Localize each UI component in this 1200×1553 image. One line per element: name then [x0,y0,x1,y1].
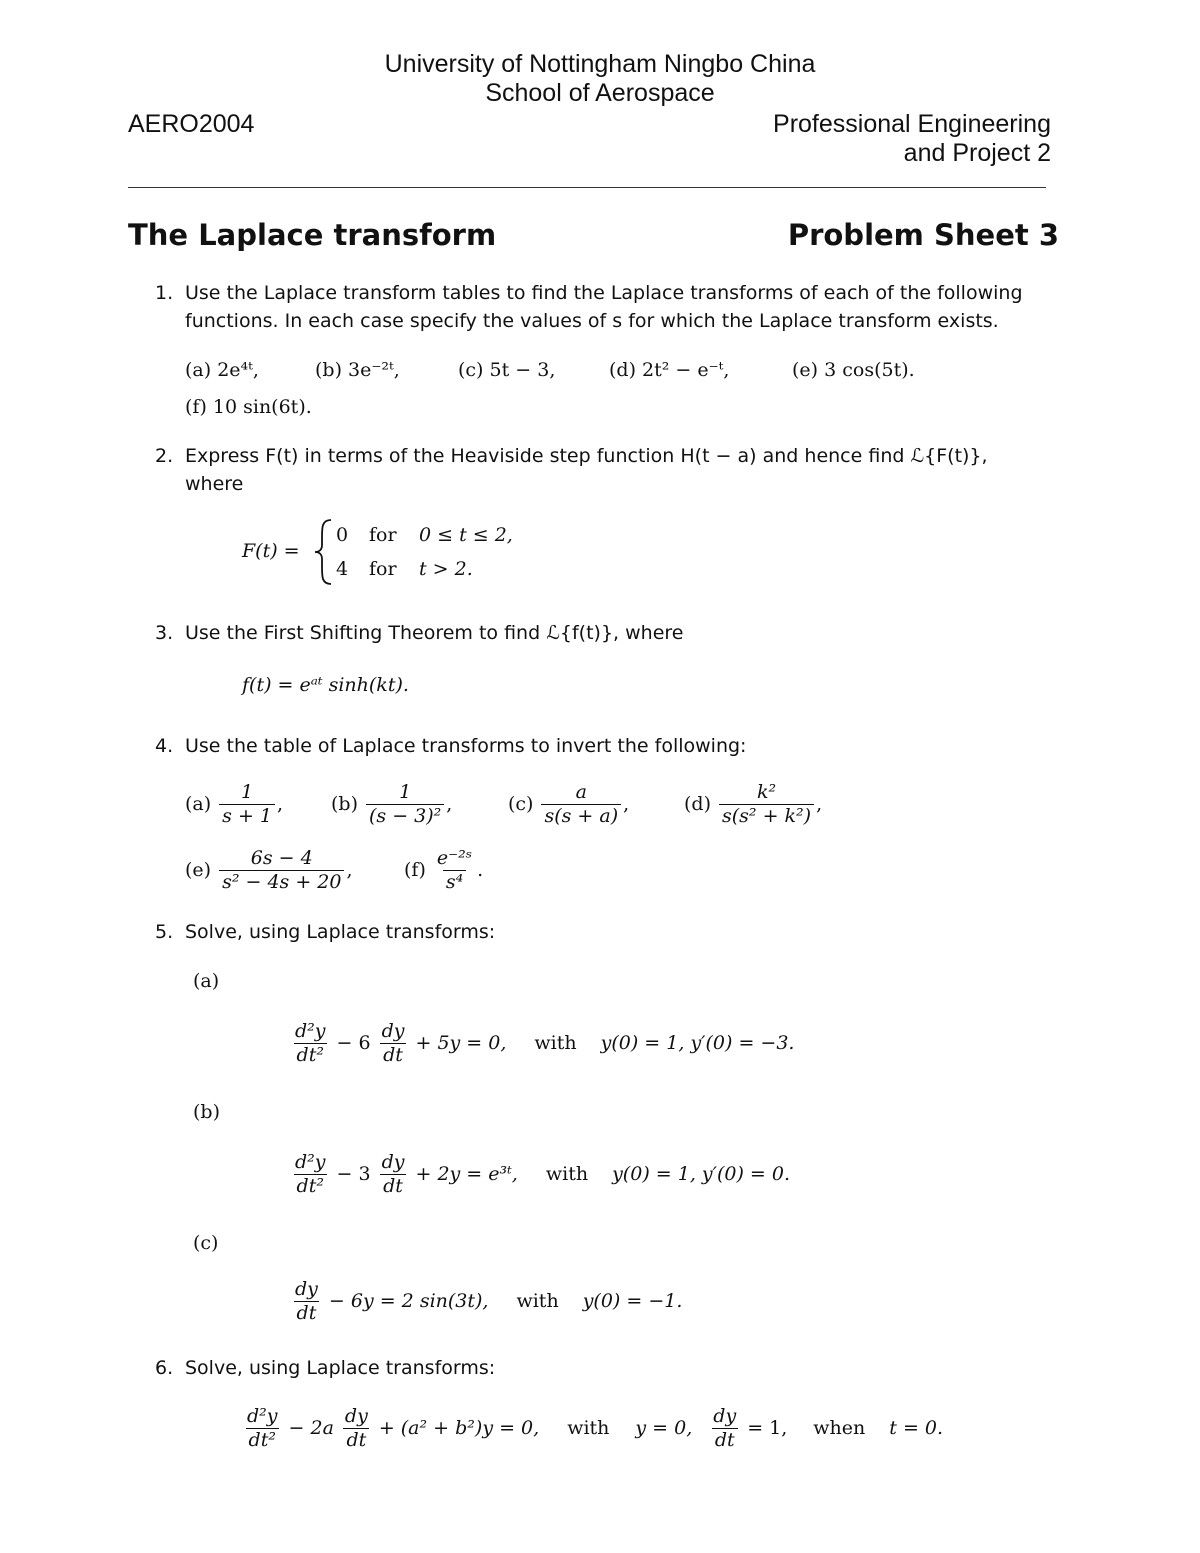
q6-middle-term: − 2a [288,1417,334,1440]
q4-f-numerator: e⁻²ˢ [436,847,473,869]
q1-text-line1: Use the Laplace transform tables to find the Laplace transforms of each of the following [185,282,1023,304]
q1-part-a: (a) 2e⁴ᵗ, [185,359,259,381]
q4-number: 4. [155,735,174,757]
q4-f-label: (f) [404,859,426,882]
q4-a-fraction [219,781,275,828]
q5-c-dt: dt [294,1301,320,1325]
q5-b-dy-dt [379,1151,408,1198]
q5-b-dt: dt [380,1174,406,1198]
q2-case1-condition: 0 ≤ t ≤ 2, [419,524,513,546]
q6-dt2: dt² [246,1428,279,1452]
q6-dy-dt [342,1405,371,1452]
q5-a-coefficient: − 6 [336,1032,371,1055]
q4-c-fraction [541,781,621,828]
q6-initial-value: y = 0, [635,1417,693,1440]
q4-c-comma: , [623,793,630,816]
q4-b-denominator: (s − 3)² [366,804,444,828]
q2-text-line2: where [185,473,244,495]
q2-number: 2. [155,445,174,467]
q5-b-dy: dy [381,1151,405,1173]
q1-part-c: (c) 5t − 3, [458,359,556,381]
q5-b-d2y: d²y [295,1151,326,1173]
q5-b-d2y-dt2 [292,1151,329,1198]
university-name: University of Nottingham Ningbo China [384,50,816,78]
q5-a-label: (a) [193,970,220,992]
q4-a-comma: , [277,793,284,816]
q4-part-a [185,781,283,828]
header-divider [128,187,1046,188]
school-name: School of Aerospace [485,79,715,107]
q1-part-b: (b) 3e⁻²ᵗ, [315,359,400,381]
q4-d-fraction [719,781,814,828]
q5-number: 5. [155,921,174,943]
q5-a-equation [290,1020,794,1067]
q4-part-c [508,781,629,828]
q2-case2-for: for [369,558,397,580]
q5-c-with: with [516,1290,559,1313]
module-code: AERO2004 [128,110,255,138]
q6-rest: + (a² + b²)y = 0, [378,1417,540,1440]
q4-text: Use the table of Laplace transforms to invert the following: [185,735,747,757]
q4-e-denominator: s² − 4s + 20 [219,870,344,894]
q6-text: Solve, using Laplace transforms: [185,1357,496,1379]
q5-a-initial-conditions: y(0) = 1, y′(0) = −3. [600,1032,795,1055]
q3-equation: f(t) = eᵃᵗ sinh(kt). [242,674,409,696]
q4-f-period: . [477,859,484,882]
q3-number: 3. [155,622,174,644]
q1-part-f: (f) 10 sin(6t). [185,396,312,418]
q2-case1-for: for [369,524,397,546]
q4-c-numerator: a [575,781,587,803]
q6-time-condition: t = 0. [889,1417,944,1440]
q5-a-d2y: d²y [295,1020,326,1042]
q5-text: Solve, using Laplace transforms: [185,921,496,943]
q4-part-f [404,847,483,894]
q4-e-fraction [219,847,344,894]
q4-b-numerator: 1 [399,781,412,803]
q6-number: 6. [155,1357,174,1379]
q6-dt: dt [343,1428,369,1452]
q5-b-initial-conditions: y(0) = 1, y′(0) = 0. [612,1163,790,1186]
q4-d-denominator: s(s² + k²) [719,804,814,828]
module-name-line2: and Project 2 [903,139,1051,167]
sheet-number: Problem Sheet 3 [787,218,1059,252]
q5-c-equation [290,1278,682,1325]
q5-a-d2y-dt2 [292,1020,329,1067]
q4-b-label: (b) [331,793,358,816]
q4-f-fraction [434,847,475,894]
q5-a-dt2: dt² [294,1043,327,1067]
q5-b-label: (b) [193,1101,220,1123]
q2-case2-value: 4 [336,558,349,580]
q5-a-with: with [534,1032,577,1055]
q6-d2y: d²y [247,1405,278,1427]
module-name-line1: Professional Engineering [773,110,1051,138]
q4-c-denominator: s(s + a) [541,804,621,828]
q4-f-denominator: s⁴ [443,870,466,894]
q4-c-label: (c) [508,793,534,816]
q6-initial-derivative: = 1, [747,1417,788,1440]
q4-e-comma: , [346,859,353,882]
q5-b-equation [290,1151,790,1198]
q5-b-with: with [545,1163,589,1186]
q4-part-b [331,781,452,828]
q6-cond-dt: dt [712,1428,738,1452]
q6-with: with [567,1417,610,1440]
q4-part-e [185,847,353,894]
q5-c-rest: − 6y = 2 sin(3t), [328,1290,489,1313]
q4-d-numerator: k² [756,781,777,803]
q2-text-line1: Express F(t) in terms of the Heaviside step function H(t − a) and hence find ℒ{F(t)}, [185,445,988,467]
q1-number: 1. [155,282,174,304]
q5-b-coefficient: − 3 [336,1163,371,1186]
q5-a-dy-dt [379,1020,408,1067]
q5-b-rest: + 2y = e³ᵗ, [415,1163,518,1186]
q6-when: when [813,1417,866,1440]
q4-a-numerator: 1 [241,781,254,803]
q6-equation [242,1405,943,1452]
q3-text: Use the First Shifting Theorem to find ℒ{f(t)}, where [185,622,684,644]
q2-function-lhs: F(t) = [242,540,300,562]
q4-a-denominator: s + 1 [219,804,275,828]
q4-d-label: (d) [684,793,711,816]
q5-a-dt: dt [380,1043,406,1067]
q6-cond-dy: dy [713,1405,737,1427]
q4-part-d [684,781,822,828]
q4-a-label: (a) [185,793,212,816]
q6-d2y-dt2 [244,1405,281,1452]
q2-case1-value: 0 [336,524,349,546]
q5-a-rest: + 5y = 0, [415,1032,507,1055]
q6-dy: dy [344,1405,368,1427]
q4-d-comma: , [816,793,823,816]
q5-c-dy-dt [292,1278,321,1325]
q4-b-fraction [366,781,444,828]
q5-c-initial-condition: y(0) = −1. [582,1290,683,1313]
q2-case2-condition: t > 2. [419,558,473,580]
q4-e-numerator: 6s − 4 [250,847,313,869]
q5-c-label: (c) [193,1232,219,1254]
q6-dy-dt-condition [710,1405,739,1452]
q1-part-d: (d) 2t² − e⁻ᵗ, [609,359,730,381]
q5-c-dy: dy [295,1278,318,1300]
q1-part-e: (e) 3 cos(5t). [792,359,915,381]
q4-b-comma: , [446,793,453,816]
q4-e-label: (e) [185,859,212,882]
q5-b-dt2: dt² [294,1174,327,1198]
page-title: The Laplace transform [128,218,497,252]
q5-a-dy: dy [381,1020,405,1042]
q1-text-line2: functions. In each case specify the values of s for which the Laplace transform exists. [185,310,999,332]
brace-icon [313,517,335,587]
